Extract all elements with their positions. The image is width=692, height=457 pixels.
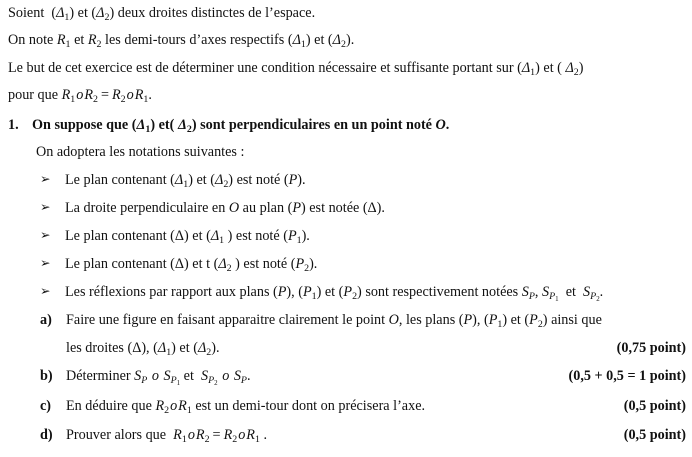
item-d-letter: d) bbox=[40, 427, 53, 443]
item-a-points: (0,75 point) bbox=[616, 340, 686, 356]
bullet-item-plan-p-text: Le plan contenant $(\Delta_1)$ et $(\Delta_2)$ est noté (P). bbox=[65, 172, 306, 190]
arrow-bullet-icon: ➢ bbox=[40, 255, 51, 270]
bullet-item-reflexions-text: Les réflexions par rapport aux plans (P), $(P_1)$ et $(P_2)$ sont respectivement notées $S_P$, $S_{P_1}$ et $S_{P_2}$. bbox=[65, 284, 604, 303]
question-1-title: On suppose que $(\Delta_1)$ et( $\Delta_2$) sont perpendiculaires en un point noté O. bbox=[32, 117, 450, 135]
question-1-heading bbox=[8, 117, 449, 134]
arrow-bullet-icon: ➢ bbox=[40, 227, 51, 242]
intro-line-3 bbox=[8, 60, 686, 78]
bullet-item-plan-p2 bbox=[40, 256, 317, 273]
item-a-line2 bbox=[40, 340, 686, 357]
item-a-line1 bbox=[40, 312, 686, 329]
item-c-text-line1: En déduire que $R_2oR_1$ est un demi-tour dont on précisera l’axe. bbox=[66, 398, 426, 416]
question-1-index: 1. bbox=[8, 117, 19, 133]
bullet-item-droite-delta-text: La droite perpendiculaire en O au plan (P) est notée (Δ). bbox=[65, 200, 385, 216]
intro-line-1 bbox=[8, 5, 686, 23]
item-b-points: (0,5 + 0,5 = 1 point) bbox=[568, 368, 686, 384]
item-a-text-line2: les droites (Δ), $(\Delta_1)$ et $(\Delta_2)$. bbox=[66, 340, 220, 358]
item-b-text-line1: Déterminer $S_P$ o $S_{P_1}$ et $S_{P_2}$ o $S_P$. bbox=[66, 368, 251, 387]
item-c-points: (0,5 point) bbox=[623, 398, 686, 414]
item-b-letter: b) bbox=[40, 368, 53, 384]
intro-line-3-text: Le but de cet exercice est de déterminer une condition nécessaire et suffisante portant sur $(\Delta_1)$ et ( $\Delta_2$) bbox=[8, 60, 584, 78]
bullet-item-plan-p2-text: Le plan contenant (Δ) et t ($\Delta_2$ ) est noté $(P_2)$. bbox=[65, 256, 318, 274]
item-a-letter: a) bbox=[40, 312, 52, 328]
item-c-letter: c) bbox=[40, 398, 52, 414]
bullet-item-plan-p1 bbox=[40, 228, 310, 245]
intro-line-1-text: Soient $(\Delta_1)$ et $(\Delta_2)$ deux droites distinctes de l’espace. bbox=[8, 5, 316, 23]
item-d-text-line1: Prouver alors que $R_1oR_2 = R_2oR_1$ . bbox=[66, 427, 268, 445]
bullet-item-reflexions bbox=[40, 284, 603, 301]
arrow-bullet-icon: ➢ bbox=[40, 199, 51, 214]
item-d-line1 bbox=[40, 427, 686, 444]
intro-line-4-text: pour que $R_1oR_2 = R_2oR_1$. bbox=[8, 87, 152, 105]
intro-line-2 bbox=[8, 32, 686, 50]
arrow-bullet-icon: ➢ bbox=[40, 171, 51, 186]
arrow-bullet-icon: ➢ bbox=[40, 283, 51, 298]
bullet-item-plan-p1-text: Le plan contenant (Δ) et ($\Delta_1$ ) est noté $(P_1)$. bbox=[65, 228, 310, 246]
notations-intro: On adoptera les notations suivantes : bbox=[36, 144, 245, 160]
item-d-points: (0,5 point) bbox=[623, 427, 686, 443]
item-c-line1 bbox=[40, 398, 686, 415]
bullet-item-plan-p bbox=[40, 172, 306, 189]
intro-line-4 bbox=[8, 87, 686, 105]
bullet-item-droite-delta bbox=[40, 200, 385, 217]
item-a-text-line1: Faire une figure en faisant apparaitre clairement le point O, les plans (P), $(P_1)$ et $(P_2)$ ainsi que bbox=[66, 312, 602, 330]
intro-line-2-text: On note $R_1$ et $R_2$ les demi-tours d’axes respectifs $(\Delta_1)$ et $(\Delta_2)$. bbox=[8, 32, 355, 50]
